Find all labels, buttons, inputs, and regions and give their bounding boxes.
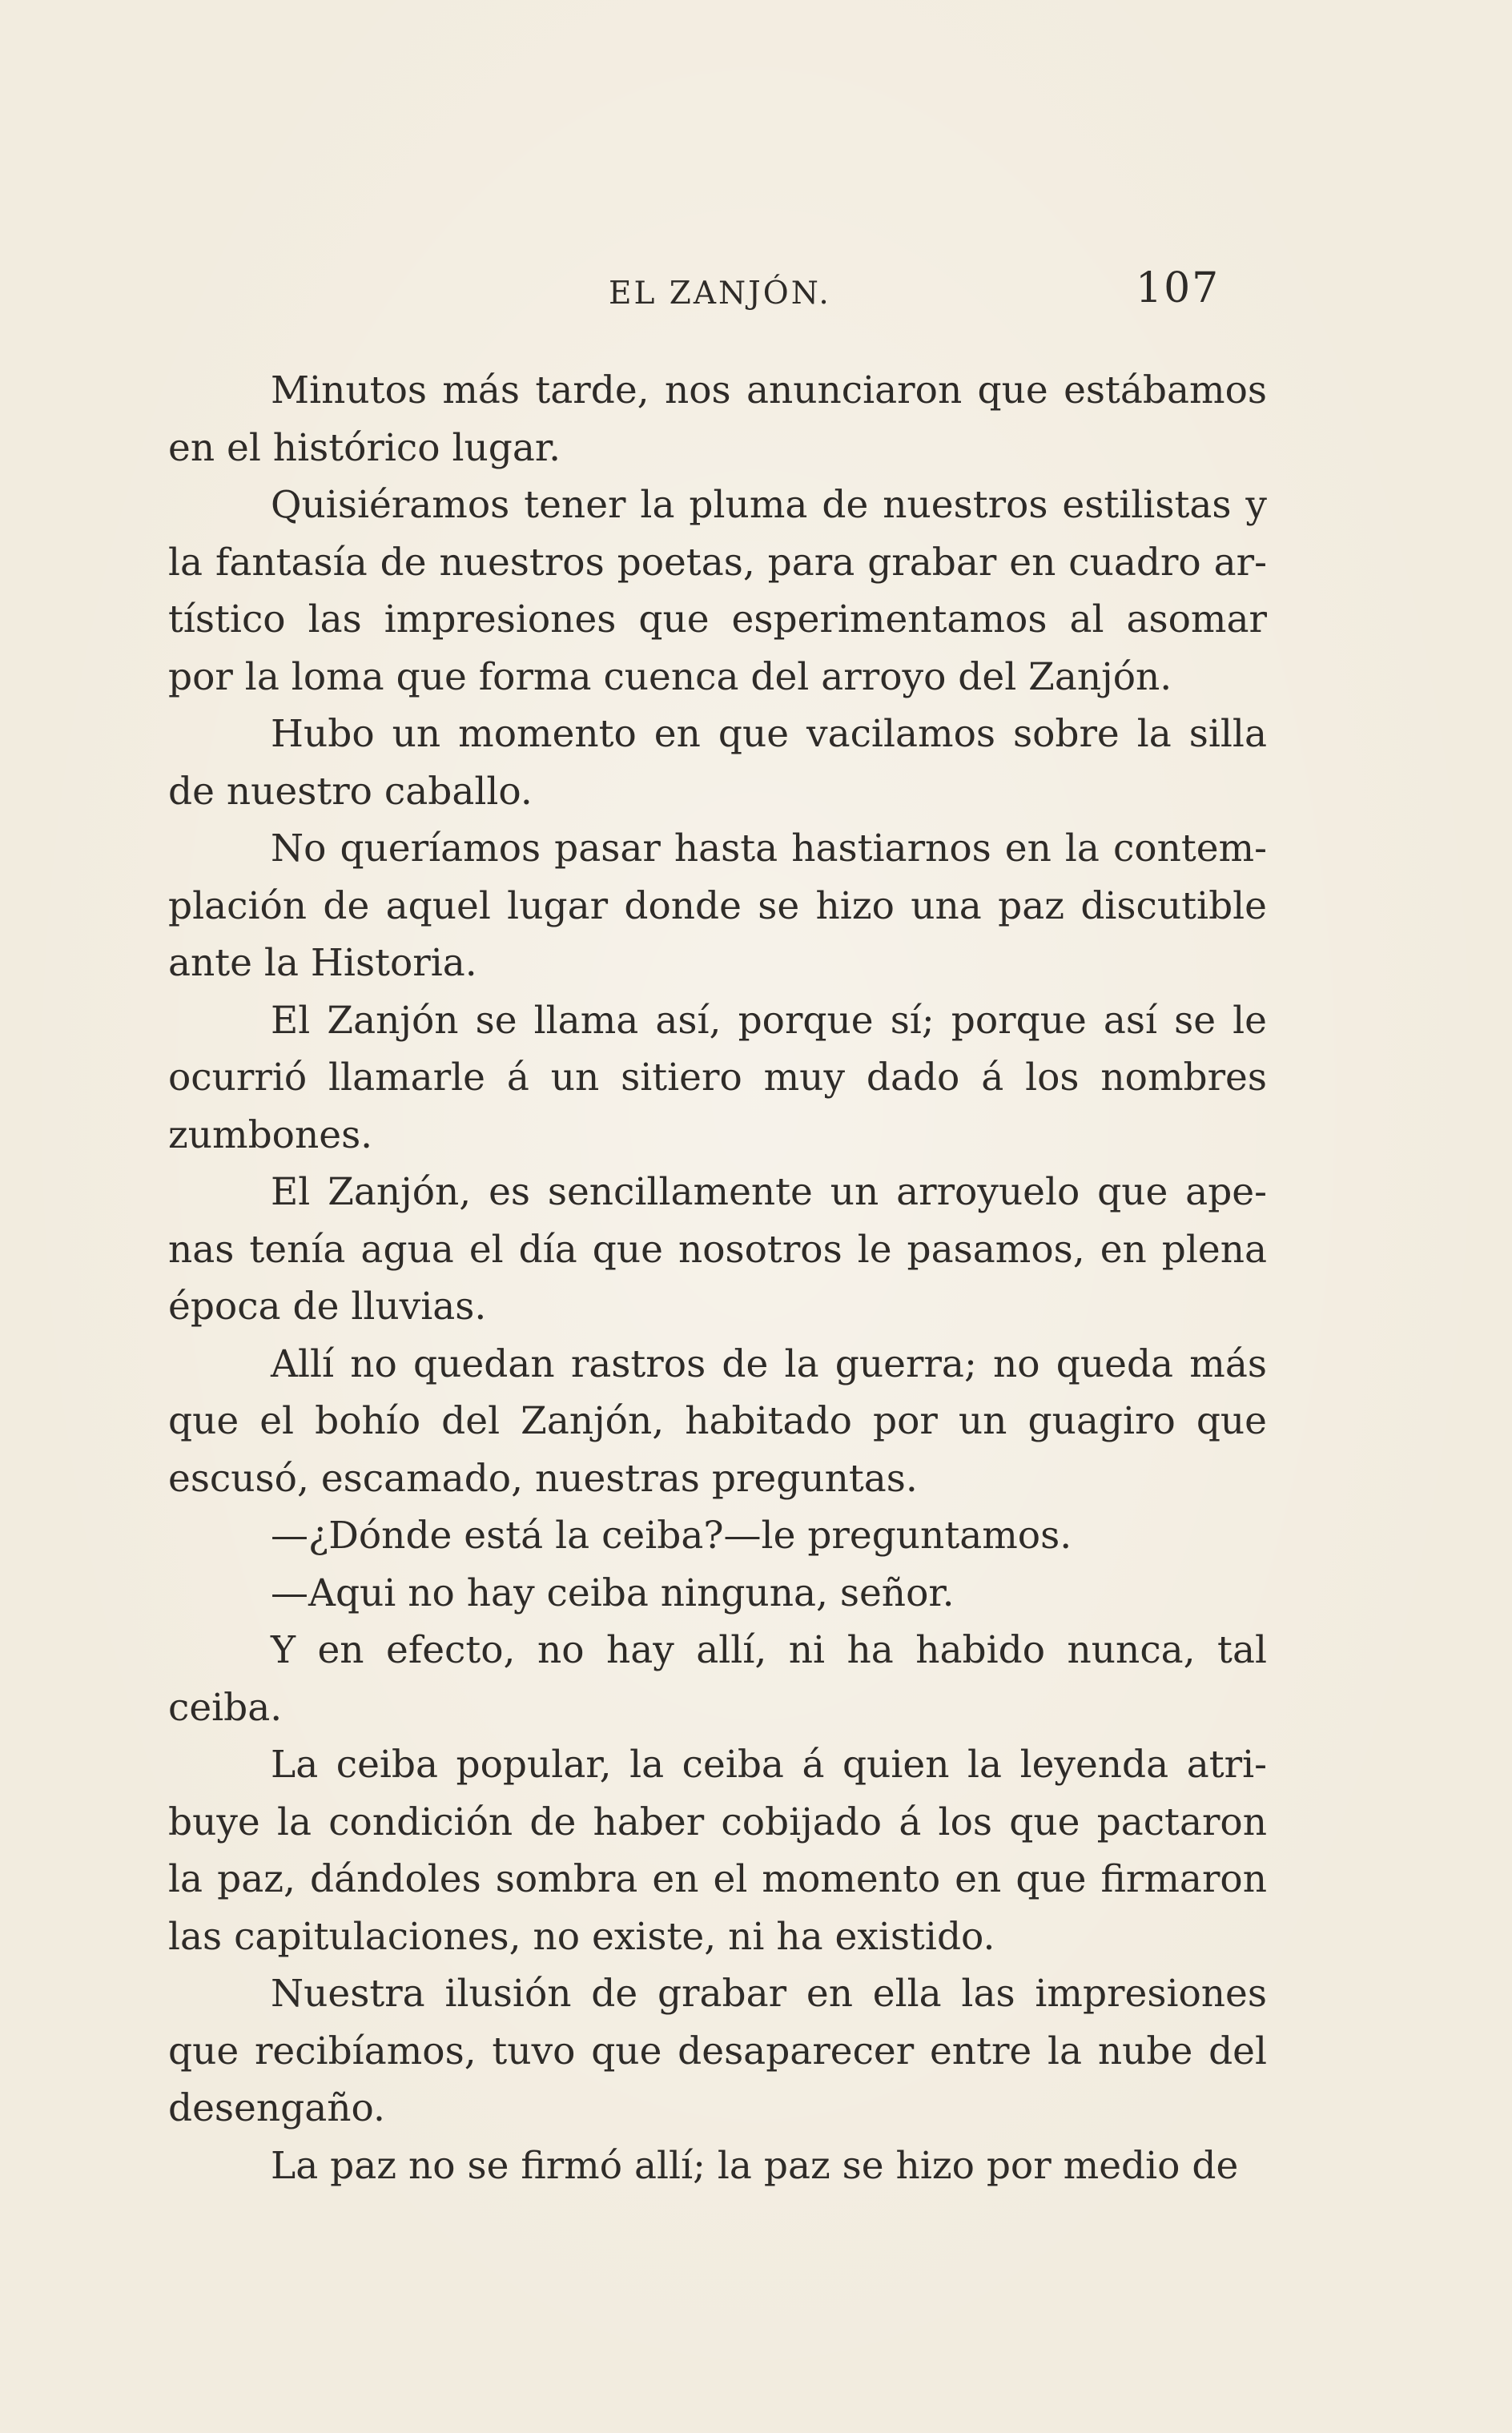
paragraph: Hubo un momento en que vacilamos sobre la silla de nuestro caballo.: [168, 712, 1267, 814]
paragraph: No queríamos pasar hasta hastiarnos en la contemplación de aquel lugar donde se hizo una paz discutible ante la Historia.: [168, 826, 1267, 985]
paragraph: El Zanjón, es sencillamente un arroyuelo que apenas tenía agua el día que nosotros le pasamos, en plena época de lluvias.: [168, 1170, 1267, 1329]
paragraph: Quisiéramos tener la pluma de nuestros estilistas y la fantasía de nuestros poetas, para grabar en cuadro artístico las impresiones que esperimentamos al asomar por la loma que forma cuenca del arroyo del Zanjón.: [168, 483, 1267, 699]
paragraph: El Zanjón se llama así, porque sí; porque así se le ocurrió llamarle á un sitiero muy dado á los nombres zumbones.: [168, 998, 1267, 1157]
paragraph: Allí no quedan rastros de la guerra; no queda más que el bohío del Zanjón, habitado por un guagiro que escusó, escamado, nuestras preguntas.: [168, 1341, 1267, 1501]
body-text: [168, 362, 1267, 2194]
running-title: EL ZANJÓN.: [609, 275, 831, 312]
paragraph: La ceiba popular, la ceiba á quien la leyenda atribuye la condición de haber cobijado á los que pactaron la paz, dándoles sombra en el momento en que firmaron las capitulaciones, no existe, ni ha existido.: [168, 1743, 1267, 1959]
page-number: 107: [1136, 264, 1220, 312]
paragraph: Y en efecto, no hay allí, ni ha habido nunca, tal ceiba.: [168, 1628, 1267, 1730]
paragraph: La paz no se firmó allí; la paz se hizo por medio de: [271, 2143, 1239, 2188]
paragraph: Nuestra ilusión de grabar en ella las impresiones que recibíamos, tuvo que desaparecer entre la nube del desengaño.: [168, 1972, 1267, 2130]
paragraph: Minutos más tarde, nos anunciaron que estábamos en el histórico lugar.: [168, 368, 1267, 470]
dialogue-line: —Aqui no hay ceiba ninguna, señor.: [271, 1570, 955, 1615]
dialogue-line: —¿Dónde está la ceiba?—le preguntamos.: [271, 1514, 1072, 1558]
page-header: [0, 261, 1512, 317]
